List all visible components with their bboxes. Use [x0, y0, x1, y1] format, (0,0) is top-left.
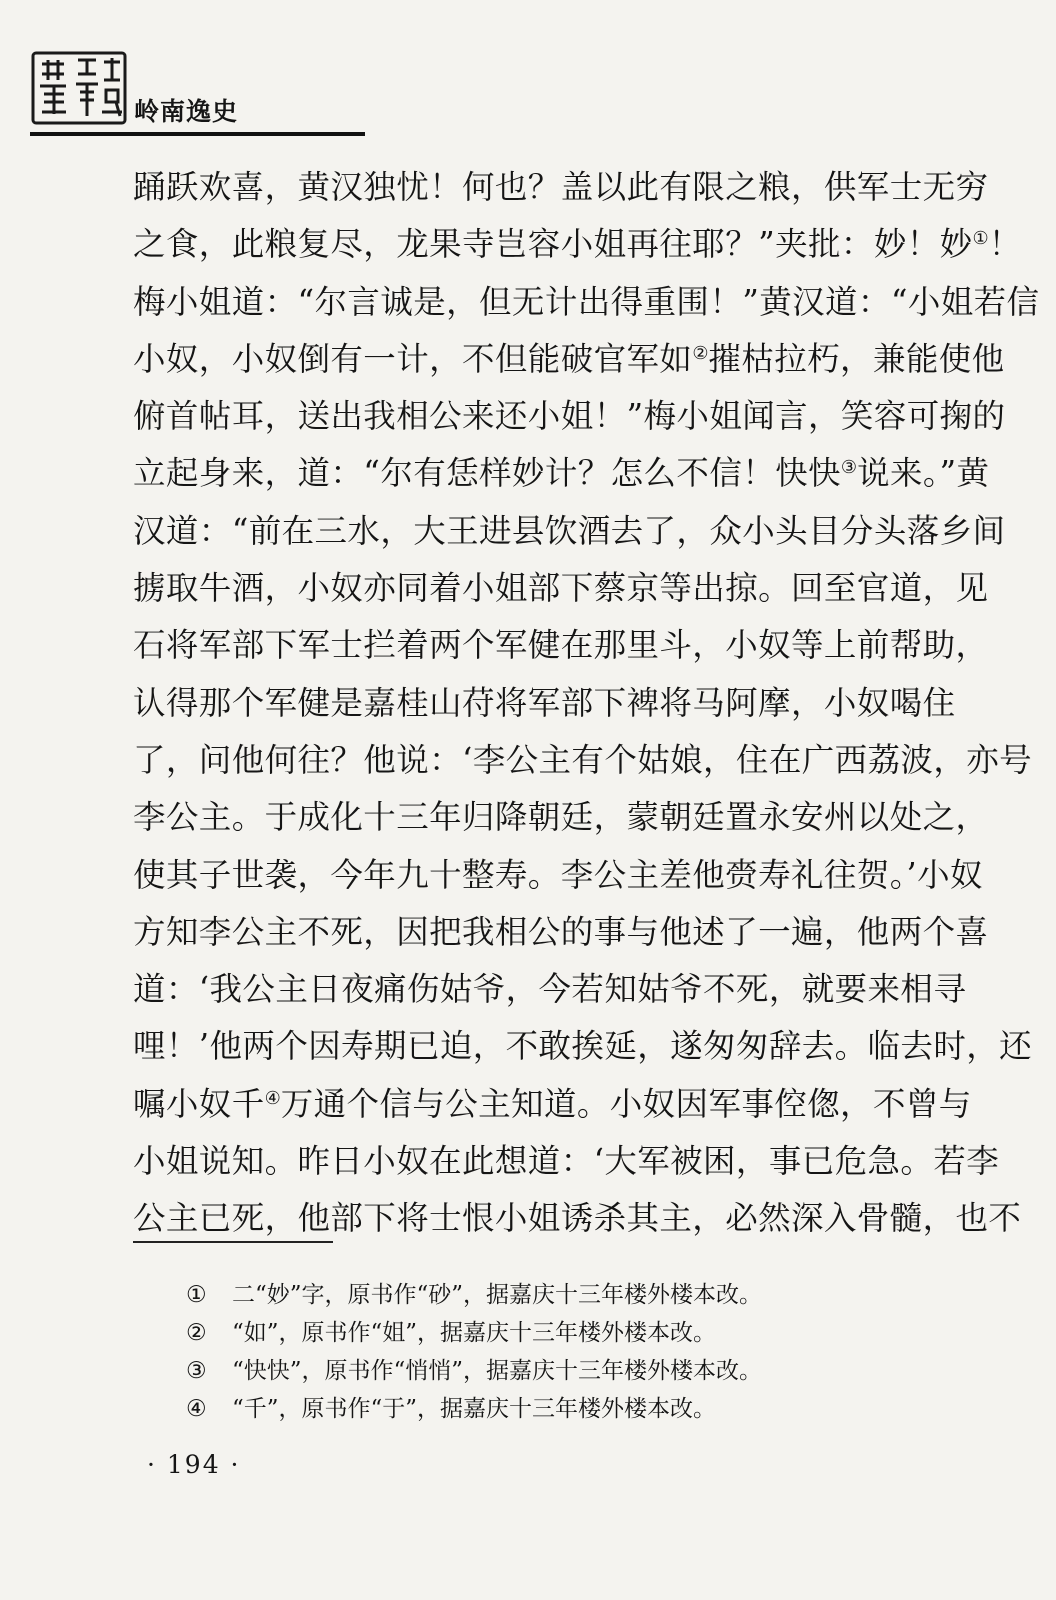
footnote-ref: ① [972, 228, 989, 250]
text-segment: 立起身来，道：“尔有恁样妙计？怎么不信！快快 [133, 454, 841, 493]
book-title: 岭南逸史 [134, 97, 239, 126]
text-line: 掳取牛酒，小奴亦同着小姐部下蔡京等出掠。回至官道，见 [133, 569, 989, 608]
footnote-text: 二“妙”字，原书作“砂”，据嘉庆十三年楼外楼本改。 [232, 1282, 763, 1308]
text-segment: ！ [988, 225, 1022, 264]
text-line [133, 331, 1005, 388]
text-line: 踊跃欢喜，黄汉独忧！何也？盖以此有限之粮，供军士无穷 [133, 168, 989, 206]
seal-logo-icon [30, 50, 128, 126]
running-header [30, 48, 365, 138]
footnotes [186, 1276, 1006, 1428]
text-segment: 摧枯拉朽，兼能使他 [708, 339, 1005, 378]
text-segment: 万通个信与公主知道。小奴因军事倥偬，不曾与 [280, 1084, 972, 1123]
text-line [133, 216, 1022, 273]
footnote-text: “如”，原书作“姐”，据嘉庆十三年楼外楼本改。 [232, 1320, 717, 1346]
text-segment: 说来。”黄 [857, 454, 990, 493]
text-segment: 嘱小奴千 [133, 1084, 265, 1123]
text-segment: 小奴，小奴倒有一计，不但能破官军如 [133, 339, 693, 378]
footnote-ref: ③ [840, 457, 858, 479]
footnote-ref: ④ [264, 1087, 281, 1109]
text-line: 哩！’他两个因寿期已迫，不敢挨延，遂匆匆辞去。临去时，还 [133, 1027, 1033, 1066]
header-rule [30, 132, 365, 136]
footnote-mark: ② [186, 1320, 207, 1346]
text-line: 李公主。于成化十三年归降朝廷，蒙朝廷置永安州以处之， [133, 798, 989, 837]
text-line: 俯首帖耳，送出我相公来还小姐！”梅小姐闻言，笑容可掬的 [133, 397, 1006, 436]
footnote-mark: ③ [186, 1358, 207, 1384]
text-line: 认得那个军健是嘉桂山苻将军部下裨将马阿摩，小奴喝住 [133, 683, 956, 722]
text-line: 公主已死，他部下将士恨小姐诱杀其主，必然深入骨髓，也不 [133, 1199, 1022, 1238]
text-line: 梅小姐道：“尔言诚是，但无计出得重围！”黄汉道：“小姐若信 [133, 282, 1040, 321]
text-line: 方知李公主不死，因把我相公的事与他述了一遍，他两个喜 [133, 912, 989, 951]
footnote [186, 1390, 1006, 1428]
footnote [186, 1276, 1006, 1314]
page-number: · 194 · [147, 1450, 241, 1479]
footnote-ref: ② [692, 342, 709, 364]
text-line [133, 1076, 972, 1133]
footnote-text: “快快”，原书作“悄悄”，据嘉庆十三年楼外楼本改。 [232, 1358, 763, 1384]
footnote-mark: ④ [186, 1396, 207, 1422]
text-line: 了，问他何往？他说：‘李公主有个姑娘，住在广西荔波，亦号 [133, 740, 1033, 779]
footnote [186, 1352, 1006, 1390]
footnote-rule [133, 1241, 333, 1243]
body-text [133, 159, 1040, 1248]
text-line: 石将军部下军士拦着两个军健在那里斗，小奴等上前帮助， [133, 626, 989, 665]
text-segment: 之食，此粮复尽，龙果寺岂容小姐再往耶？”夹批：妙！妙 [133, 225, 973, 264]
footnote-text: “千”，原书作“于”，据嘉庆十三年楼外楼本改。 [232, 1396, 717, 1422]
text-line: 道：‘我公主日夜痛伤姑爷，今若知姑爷不死，就要来相寻 [133, 970, 967, 1009]
footnote-mark: ① [186, 1282, 207, 1308]
text-line: 使其子世袭，今年九十整寿。李公主差他赍寿礼往贺。’小奴 [133, 855, 983, 894]
text-line: 汉道：“前在三水，大王进县饮酒去了，众小头目分头落乡间 [133, 511, 1006, 550]
text-line: 小姐说知。昨日小奴在此想道：‘大军被困，事已危急。若李 [133, 1142, 1000, 1181]
footnote [186, 1314, 1006, 1352]
text-line [133, 445, 990, 502]
